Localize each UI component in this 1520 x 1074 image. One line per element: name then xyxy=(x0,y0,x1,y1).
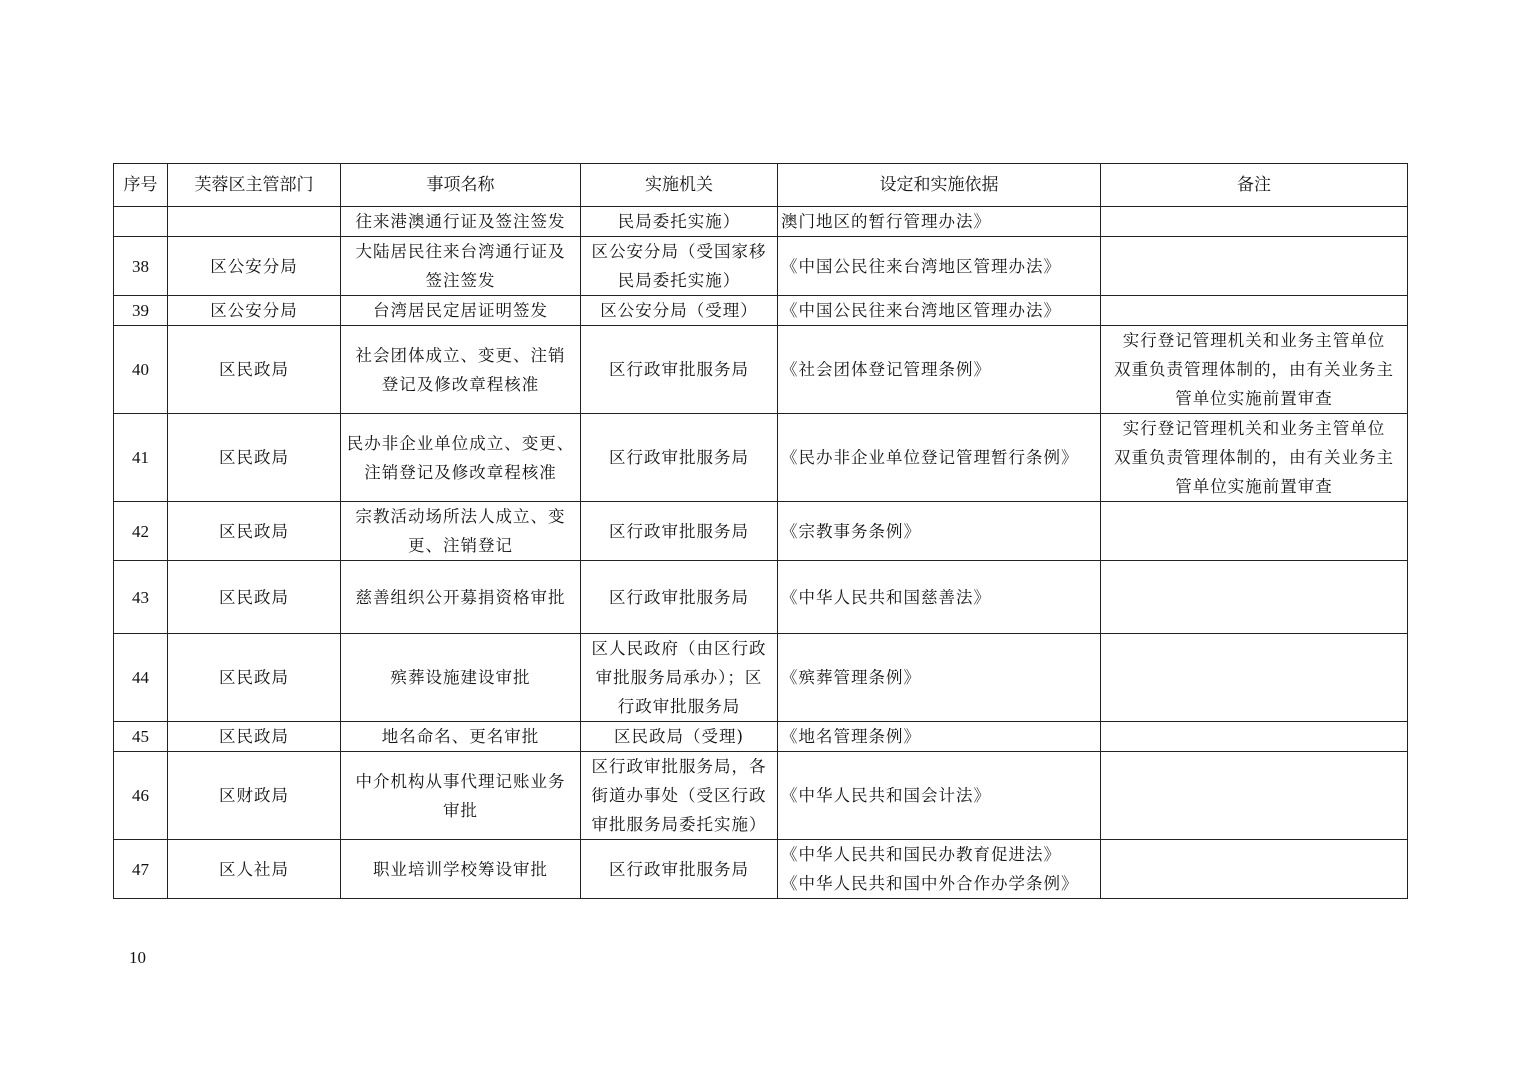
cell-agency xyxy=(581,326,778,414)
cell-department: 区公安分局 xyxy=(168,237,341,296)
cell-item-name xyxy=(341,296,581,326)
cell-department: 区民政局 xyxy=(168,634,341,722)
cell-basis xyxy=(778,634,1101,722)
cell-agency xyxy=(581,752,778,840)
cell-item-name-line: 民办非企业单位成立、变更、 xyxy=(346,433,575,453)
cell-department: 区民政局 xyxy=(168,414,341,502)
cell-agency-line: 区行政审批服务局 xyxy=(609,360,749,379)
cell-department: 区民政局 xyxy=(168,502,341,561)
cell-item-name-line: 职业培训学校筹设审批 xyxy=(373,859,548,879)
cell-agency-line: 区行政审批服务局，各 xyxy=(591,757,767,776)
cell-basis-line: 《中华人民共和国会计法》 xyxy=(781,786,991,805)
cell-note-line: 双重负责管理体制的，由有关业务主 xyxy=(1114,360,1394,379)
cell-item-name-line: 宗教活动场所法人成立、变 xyxy=(355,507,566,526)
cell-note-line: 双重负责管理体制的，由有关业务主 xyxy=(1114,448,1394,467)
table-row xyxy=(114,502,1408,561)
cell-basis xyxy=(778,326,1101,414)
cell-item-name-line: 注销登记及修改章程核准 xyxy=(364,462,557,482)
cell-note xyxy=(1101,326,1408,414)
cell-basis xyxy=(778,502,1101,561)
cell-note-line: 实行登记管理机关和业务主管单位 xyxy=(1122,331,1386,350)
cell-agency-line: 区行政审批服务局 xyxy=(609,859,749,879)
table-row xyxy=(114,722,1408,752)
cell-note-line: 管单位实施前置审查 xyxy=(1175,389,1333,408)
cell-agency-line: 行政审批服务局 xyxy=(617,697,741,716)
table-header-row xyxy=(114,164,1408,207)
cell-item-name-line: 中介机构从事代理记账业务 xyxy=(355,771,566,791)
cell-note xyxy=(1101,414,1408,502)
cell-agency-line: 审批服务局委托实施） xyxy=(591,815,767,834)
cell-note xyxy=(1101,722,1408,752)
cell-department: 区财政局 xyxy=(168,752,341,840)
cell-basis xyxy=(778,296,1101,326)
cell-agency xyxy=(581,414,778,502)
cell-basis xyxy=(778,237,1101,296)
cell-basis-line: 《宗教事务条例》 xyxy=(781,521,921,541)
header-department: 芙蓉区主管部门 xyxy=(168,164,341,207)
cell-serial-number: 39 xyxy=(114,296,168,326)
cell-agency xyxy=(581,634,778,722)
cell-note xyxy=(1101,840,1408,899)
cell-item-name xyxy=(341,561,581,634)
cell-serial-number: 40 xyxy=(114,326,168,414)
cell-basis xyxy=(778,561,1101,634)
cell-agency-line: 审批服务局承办）；区 xyxy=(595,668,763,687)
cell-item-name xyxy=(341,237,581,296)
cell-basis-line: 《民办非企业单位登记管理暂行条例》 xyxy=(781,448,1079,467)
cell-item-name xyxy=(341,840,581,899)
cell-item-name-line: 签注签发 xyxy=(425,271,496,290)
cell-department xyxy=(168,207,341,237)
cell-agency xyxy=(581,207,778,237)
cell-item-name xyxy=(341,752,581,840)
cell-note xyxy=(1101,634,1408,722)
cell-item-name xyxy=(341,634,581,722)
cell-item-name xyxy=(341,722,581,752)
cell-item-name xyxy=(341,414,581,502)
cell-department: 区人社局 xyxy=(168,840,341,899)
table-row xyxy=(114,561,1408,634)
cell-serial-number: 47 xyxy=(114,840,168,899)
cell-item-name-line: 登记及修改章程核准 xyxy=(381,374,540,394)
cell-basis-line: 《社会团体登记管理条例》 xyxy=(781,360,991,379)
cell-agency-line: 区行政审批服务局 xyxy=(609,448,749,467)
cell-item-name-line: 慈善组织公开募捐资格审批 xyxy=(355,587,566,607)
cell-note xyxy=(1101,296,1408,326)
cell-basis xyxy=(778,722,1101,752)
cell-item-name xyxy=(341,207,581,237)
cell-item-name-line: 审批 xyxy=(443,800,478,820)
cell-agency xyxy=(581,561,778,634)
cell-item-name-line: 往来港澳通行证及签注签发 xyxy=(355,212,566,231)
cell-basis xyxy=(778,840,1101,899)
cell-serial-number xyxy=(114,207,168,237)
cell-basis-line: 澳门地区的暂行管理办法》 xyxy=(781,212,991,231)
cell-agency xyxy=(581,502,778,561)
cell-basis-line: 《中国公民往来台湾地区管理办法》 xyxy=(781,256,1061,276)
table-body xyxy=(114,207,1408,899)
cell-department: 区民政局 xyxy=(168,722,341,752)
cell-note xyxy=(1101,752,1408,840)
header-note: 备注 xyxy=(1101,164,1408,207)
cell-note xyxy=(1101,207,1408,237)
cell-agency xyxy=(581,722,778,752)
cell-agency xyxy=(581,840,778,899)
cell-basis-line: 《地名管理条例》 xyxy=(781,727,921,746)
cell-item-name-line: 殡葬设施建设审批 xyxy=(390,668,531,687)
page-number: 10 xyxy=(129,948,146,967)
cell-department: 区民政局 xyxy=(168,561,341,634)
cell-note xyxy=(1101,237,1408,296)
cell-serial-number: 45 xyxy=(114,722,168,752)
cell-basis xyxy=(778,414,1101,502)
cell-serial-number: 42 xyxy=(114,502,168,561)
cell-basis xyxy=(778,207,1101,237)
cell-item-name-line: 地名命名、更名审批 xyxy=(381,727,540,746)
cell-serial-number: 38 xyxy=(114,237,168,296)
cell-basis-line: 《中华人民共和国中外合作办学条例》 xyxy=(781,874,1079,893)
header-serial-number: 序号 xyxy=(114,164,168,207)
table-row xyxy=(114,237,1408,296)
table-row xyxy=(114,296,1408,326)
cell-agency-line: 民局委托实施） xyxy=(617,271,741,290)
cell-serial-number: 43 xyxy=(114,561,168,634)
cell-item-name-line: 社会团体成立、变更、注销 xyxy=(355,345,566,365)
table-row xyxy=(114,752,1408,840)
cell-note-line: 管单位实施前置审查 xyxy=(1175,477,1333,496)
cell-item-name-line: 更、注销登记 xyxy=(408,536,513,555)
cell-agency xyxy=(581,237,778,296)
cell-agency-line: 区行政审批服务局 xyxy=(609,521,749,541)
approval-items-table xyxy=(113,163,1408,899)
cell-basis-line: 《殡葬管理条例》 xyxy=(781,668,921,687)
cell-department: 区民政局 xyxy=(168,326,341,414)
table-row xyxy=(114,207,1408,237)
header-agency: 实施机关 xyxy=(581,164,778,207)
cell-serial-number: 44 xyxy=(114,634,168,722)
cell-item-name-line: 台湾居民定居证明签发 xyxy=(373,301,548,320)
cell-serial-number: 46 xyxy=(114,752,168,840)
cell-item-name xyxy=(341,326,581,414)
cell-agency xyxy=(581,296,778,326)
cell-agency-line: 区公安分局（受理） xyxy=(600,301,758,320)
cell-agency-line: 区公安分局（受国家移 xyxy=(591,242,767,261)
header-basis: 设定和实施依据 xyxy=(778,164,1101,207)
cell-note xyxy=(1101,561,1408,634)
table-row xyxy=(114,840,1408,899)
cell-basis-line: 《中国公民往来台湾地区管理办法》 xyxy=(781,301,1061,320)
cell-basis xyxy=(778,752,1101,840)
cell-agency-line: 区人民政府（由区行政 xyxy=(591,639,767,658)
cell-basis-line: 《中华人民共和国民办教育促进法》 xyxy=(781,845,1061,864)
cell-agency-line: 民局委托实施） xyxy=(617,212,741,231)
cell-department: 区公安分局 xyxy=(168,296,341,326)
cell-agency-line: 街道办事处（受区行政 xyxy=(591,786,767,805)
cell-serial-number: 41 xyxy=(114,414,168,502)
cell-agency-line: 区民政局（受理) xyxy=(614,727,744,746)
table-row xyxy=(114,414,1408,502)
cell-note-line: 实行登记管理机关和业务主管单位 xyxy=(1122,419,1386,438)
cell-item-name xyxy=(341,502,581,561)
cell-agency-line: 区行政审批服务局 xyxy=(609,587,749,607)
table-row xyxy=(114,326,1408,414)
table-row xyxy=(114,634,1408,722)
cell-note xyxy=(1101,502,1408,561)
cell-basis-line: 《中华人民共和国慈善法》 xyxy=(781,587,991,607)
cell-item-name-line: 大陆居民往来台湾通行证及 xyxy=(355,242,566,261)
header-item-name: 事项名称 xyxy=(341,164,581,207)
